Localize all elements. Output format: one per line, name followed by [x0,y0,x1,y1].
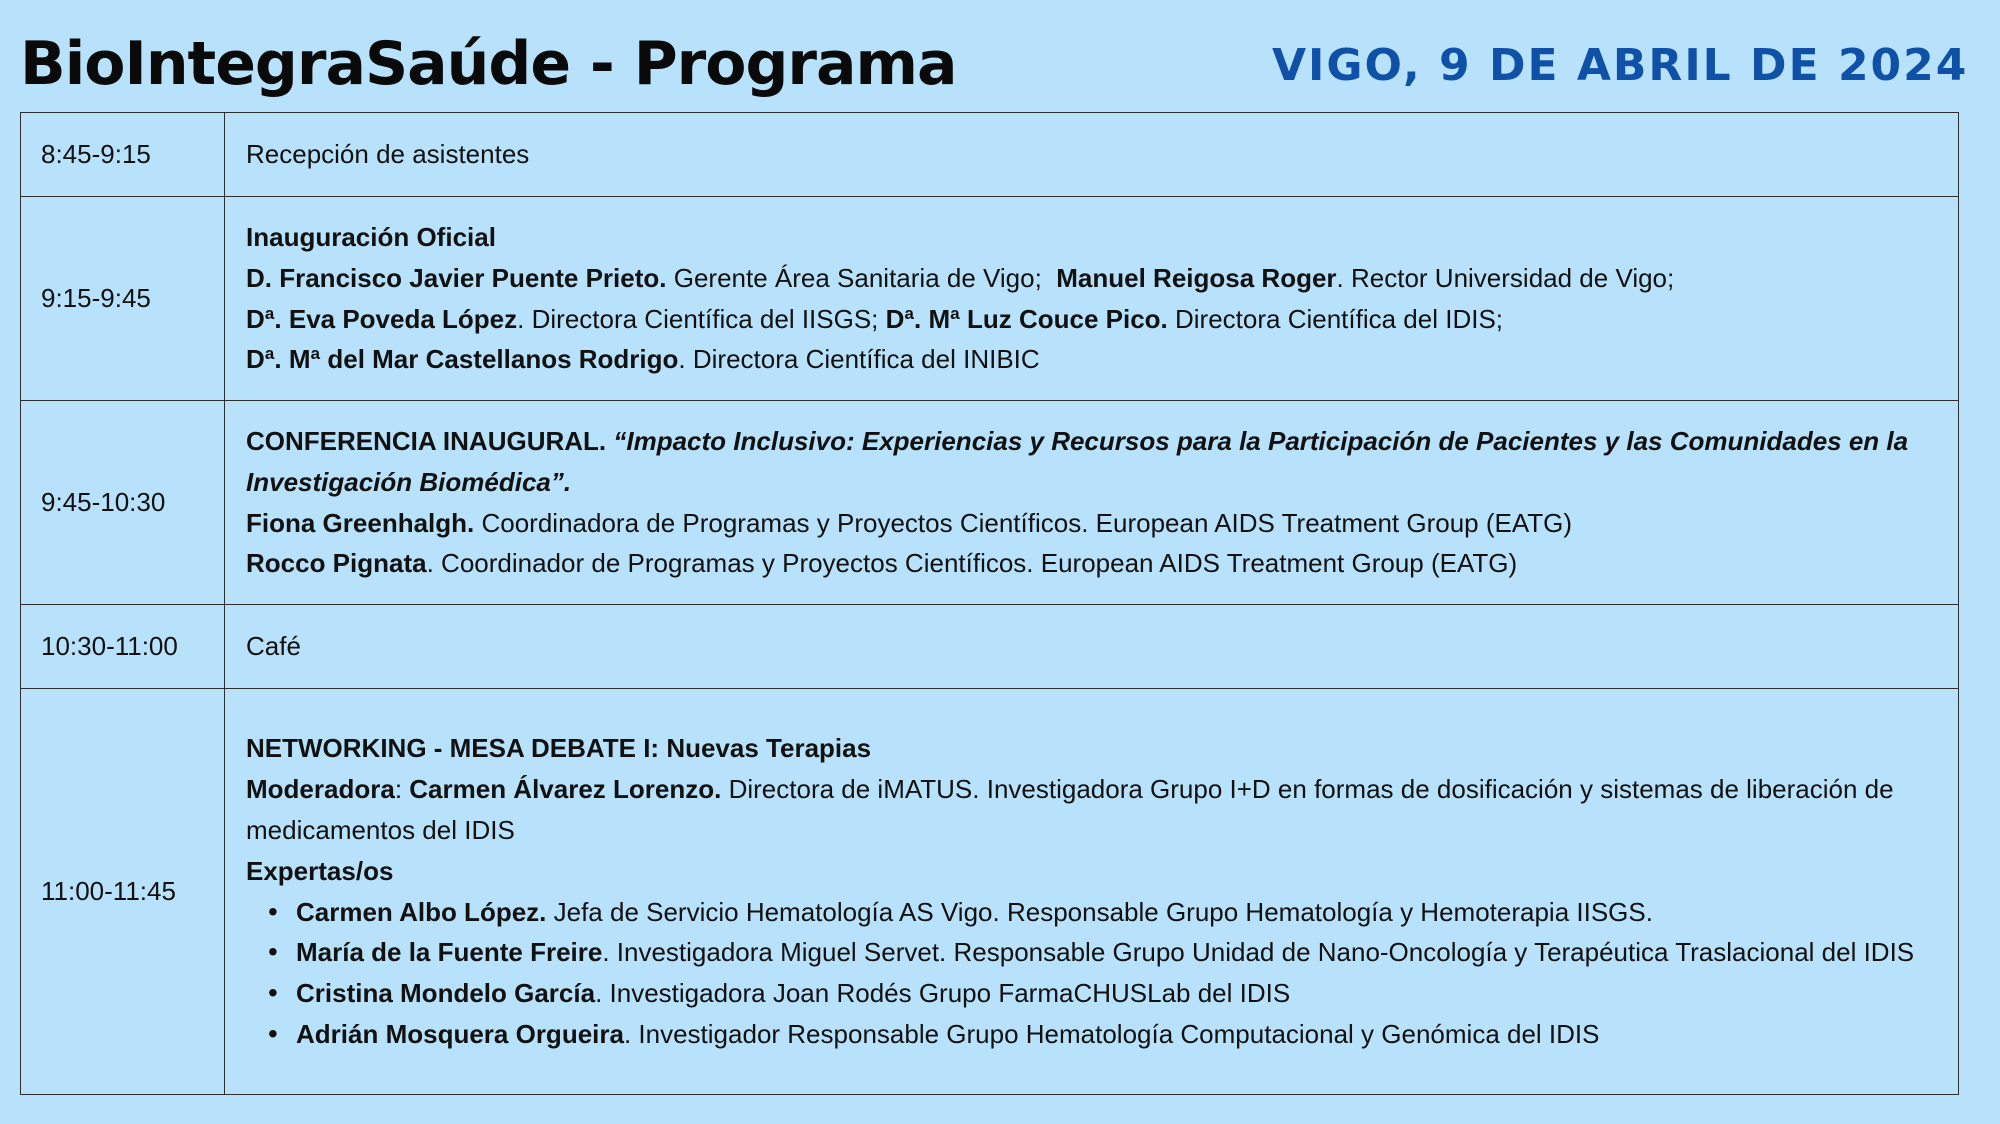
speaker-name: Fiona Greenhalgh. [246,507,475,538]
speakers-line [246,503,1958,544]
speaker-name: Dª. Mª Luz Couce Pico. [885,303,1168,334]
speakers-line [246,339,1958,380]
speaker-role: Directora Científica del IDIS; [1167,303,1504,334]
speaker-role: . Coordinador de Programas y Proyectos Científicos. European AIDS Treatment Group (EATG) [426,548,1518,579]
page-title: BioIntegraSaúde - Programa [20,29,957,99]
expert-role: Jefa de Servicio Hematología AS Vigo. Responsable Grupo Hematología y Hemoterapia IISGS. [546,896,1653,927]
speaker-role: . Directora Científica del IISGS; [517,303,886,334]
session-text: Recepción de asistentes [225,113,1959,197]
session-heading: CONFERENCIA INAUGURAL. [246,425,614,456]
session-heading: NETWORKING - MESA DEBATE I: Nuevas Terapias [246,733,872,764]
time-slot: 10:30-11:00 [21,605,225,689]
list-item [296,892,1958,933]
program-row [21,401,1959,605]
speakers-line [246,258,1958,299]
speaker-role: . Rector Universidad de Vigo; [1336,262,1675,293]
list-item [296,973,1958,1014]
list-item [296,1014,1958,1055]
experts-label: Expertas/os [246,855,394,886]
expert-role: . Investigador Responsable Grupo Hematología Computacional y Genómica del IDIS [623,1018,1600,1049]
program-row [21,113,1959,197]
time-slot: 9:45-10:30 [21,401,225,605]
time-slot: 11:00-11:45 [21,689,225,1095]
event-date: VIGO, 9 DE ABRIL DE 2024 [1272,40,1969,91]
session-content [225,401,1959,605]
expert-name: Cristina Mondelo García [296,978,596,1009]
speaker-name: Dª. Eva Poveda López [246,303,518,334]
speaker-name: Dª. Mª del Mar Castellanos Rodrigo [246,344,679,375]
time-slot: 8:45-9:15 [21,113,225,197]
expert-role: . Investigadora Joan Rodés Grupo FarmaCHUSLab del IDIS [595,978,1291,1009]
program-table [20,112,1959,1095]
conference-title [246,421,1958,503]
experts-list [246,892,1958,1055]
session-text: Café [225,605,1959,689]
time-slot: 9:15-9:45 [21,197,225,401]
speaker-name: Rocco Pignata [246,548,427,579]
session-content [225,689,1959,1095]
speakers-line [246,543,1958,584]
expert-name: Adrián Mosquera Orgueira [296,1018,624,1049]
speaker-name: D. Francisco Javier Puente Prieto. [246,262,667,293]
moderator-line [246,769,1958,851]
moderator-label: Moderadora [246,774,395,805]
program-row [21,197,1959,401]
expert-role: . Investigadora Miguel Servet. Responsable Grupo Unidad de Nano-Oncología y Terapéutica Traslacional del IDIS [602,937,1915,968]
list-item [296,932,1958,973]
expert-name: Carmen Albo López. [296,896,547,927]
moderator-name: Carmen Álvarez Lorenzo. [409,774,722,805]
speaker-role: . Directora Científica del INIBIC [678,344,1040,375]
program-row [21,689,1959,1095]
speaker-role: Gerente Área Sanitaria de Vigo; [666,262,1057,293]
talk-title: “Impacto Inclusivo: Experiencias y Recursos para la Participación de Pacientes y las Comunidades en la Investigación Biomédica”. [246,425,1909,497]
expert-name: María de la Fuente Freire [296,937,603,968]
speakers-line [246,299,1958,340]
speaker-role: Coordinadora de Programas y Proyectos Científicos. European AIDS Treatment Group (EATG) [474,507,1573,538]
speaker-name: Manuel Reigosa Roger [1056,262,1337,293]
session-heading: Inauguración Oficial [246,221,496,252]
moderator-sep: : [394,774,410,805]
session-content [225,197,1959,401]
program-row [21,605,1959,689]
moderator-role: Directora de iMATUS. Investigadora Grupo I+D en formas de dosificación y sistemas de liberación de medicamentos del IDIS [246,774,1894,845]
